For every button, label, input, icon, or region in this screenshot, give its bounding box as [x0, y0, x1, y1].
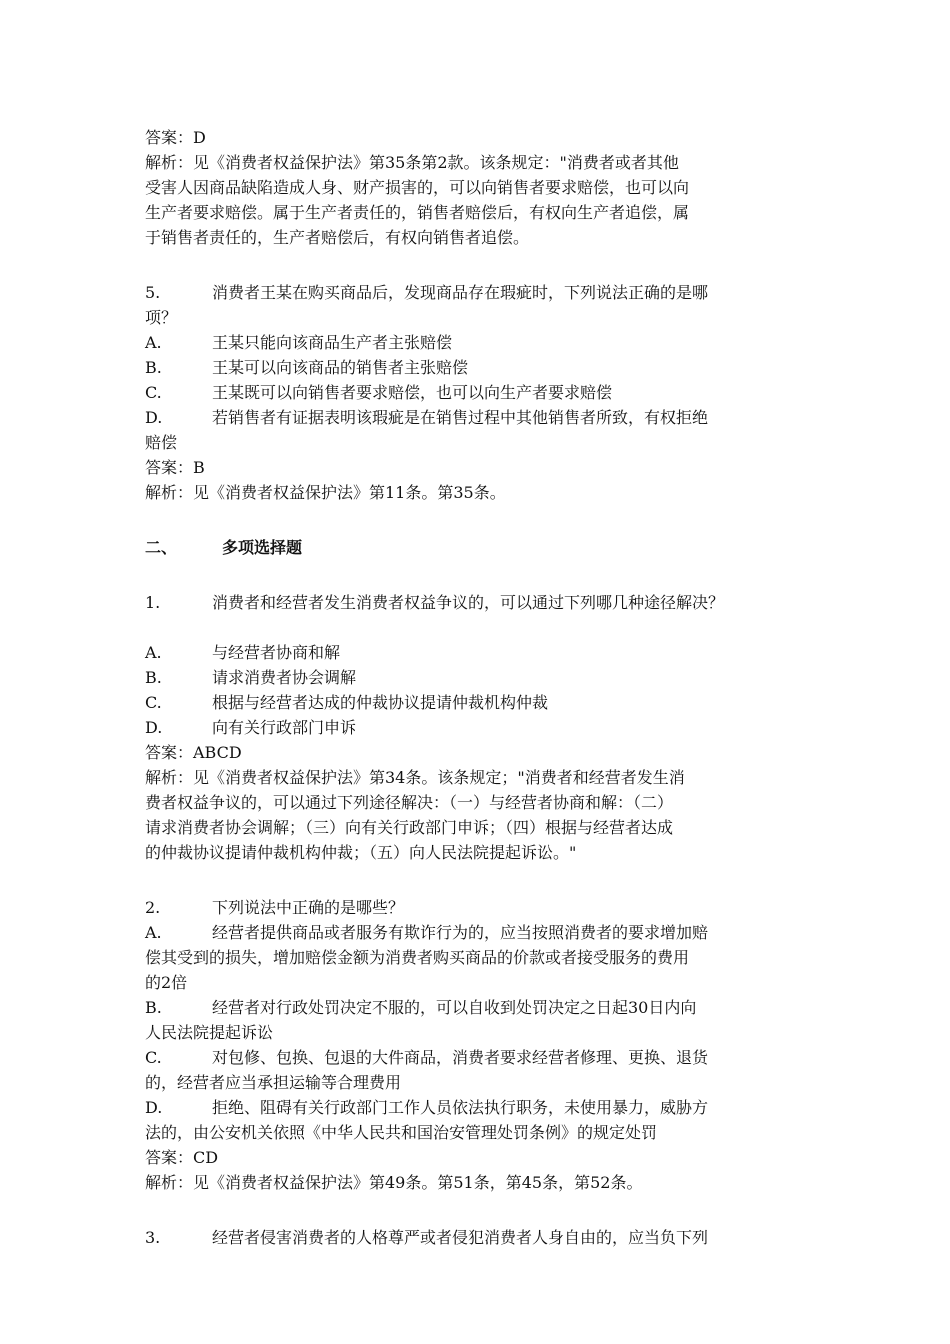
option-label: C.: [145, 383, 162, 402]
question-number: 1.: [145, 593, 161, 612]
question-5: [145, 280, 825, 305]
question-stem: 消费者和经营者发生消费者权益争议的，可以通过下列哪几种途径解决？: [212, 593, 725, 612]
option-b: [145, 995, 825, 1020]
question-m1: [145, 590, 825, 615]
option-text-cont: 法的，由公安机关依照《中华人民共和国治安管理处罚条例》的规定处罚: [145, 1123, 658, 1142]
option-text-cont: 赔偿: [145, 433, 178, 452]
option-label: D.: [145, 718, 163, 737]
section-title: 多项选择题: [222, 538, 303, 557]
answer-line: 答案：B: [145, 458, 205, 477]
question-stem-cont: 项？: [145, 308, 178, 327]
option-c: [145, 1045, 825, 1070]
question-stem: 经营者侵害消费者的人格尊严或者侵犯消费者人身自由的，应当负下列: [212, 1228, 709, 1247]
analysis-line: 生产者要求赔偿。属于生产者责任的，销售者赔偿后，有权向生产者追偿，属: [145, 203, 690, 222]
option-text: 王某可以向该商品的销售者主张赔偿: [212, 358, 469, 377]
option-label: B.: [145, 668, 162, 687]
answer-line: 答案：D: [145, 128, 206, 147]
option-c: [145, 380, 825, 405]
option-text: 若销售者有证据表明该瑕疵是在销售过程中其他销售者所致，有权拒绝: [212, 408, 709, 427]
option-label: A.: [145, 923, 162, 942]
option-text: 王某只能向该商品生产者主张赔偿: [212, 333, 453, 352]
option-text: 经营者对行政处罚决定不服的，可以自收到处罚决定之日起30日内向: [212, 998, 697, 1017]
option-a: [145, 920, 825, 945]
answer-line: 答案：CD: [145, 1148, 219, 1167]
question-m2: [145, 895, 825, 920]
analysis-line: 解析：见《消费者权益保护法》第11条。第35条。: [145, 483, 506, 502]
option-label: B.: [145, 358, 162, 377]
analysis-line: 解析：见《消费者权益保护法》第34条。该条规定；"消费者和经营者发生消: [145, 768, 685, 787]
option-label: D.: [145, 408, 163, 427]
option-label: C.: [145, 693, 162, 712]
question-m3: [145, 1225, 825, 1250]
section-number: 二、: [145, 538, 178, 557]
option-text: 向有关行政部门申诉: [212, 718, 357, 737]
option-text: 拒绝、阻碍有关行政部门工作人员依法执行职务，未使用暴力，威胁方: [212, 1098, 709, 1117]
analysis-line: 的仲裁协议提请仲裁机构仲裁；（五）向人民法院提起诉讼。": [145, 843, 577, 862]
option-text-cont: 人民法院提起诉讼: [145, 1023, 274, 1042]
option-d: [145, 1095, 825, 1120]
option-text: 对包修、包换、包退的大件商品，消费者要求经营者修理、更换、退货: [212, 1048, 709, 1067]
option-text-cont: 的2倍: [145, 973, 188, 992]
answer-line: 答案：ABCD: [145, 743, 242, 762]
question-stem: 下列说法中正确的是哪些？: [212, 898, 405, 917]
analysis-line: 受害人因商品缺陷造成人身、财产损害的，可以向销售者要求赔偿，也可以向: [145, 178, 690, 197]
option-b: [145, 665, 825, 690]
option-text-cont: 的，经营者应当承担运输等合理费用: [145, 1073, 402, 1092]
option-text: 与经营者协商和解: [212, 643, 341, 662]
option-c: [145, 690, 825, 715]
question-number: 5.: [145, 283, 161, 302]
question-stem: 消费者王某在购买商品后，发现商品存在瑕疵时，下列说法正确的是哪: [212, 283, 709, 302]
option-text: 根据与经营者达成的仲裁协议提请仲裁机构仲裁: [212, 693, 549, 712]
option-label: A.: [145, 333, 162, 352]
option-text: 经营者提供商品或者服务有欺诈行为的，应当按照消费者的要求增加赔: [212, 923, 709, 942]
analysis-line: 解析：见《消费者权益保护法》第49条。第51条，第45条，第52条。: [145, 1173, 643, 1192]
option-text-cont: 偿其受到的损失，增加赔偿金额为消费者购买商品的价款或者接受服务的费用: [145, 948, 690, 967]
option-d: [145, 405, 825, 430]
option-text: 请求消费者协会调解: [212, 668, 357, 687]
analysis-line: 请求消费者协会调解；（三）向有关行政部门申诉；（四）根据与经营者达成: [145, 818, 674, 837]
option-a: [145, 330, 825, 355]
option-label: B.: [145, 998, 162, 1017]
question-number: 2.: [145, 898, 161, 917]
option-label: A.: [145, 643, 162, 662]
option-b: [145, 355, 825, 380]
option-a: [145, 640, 825, 665]
question-number: 3.: [145, 1228, 161, 1247]
document-page: [145, 125, 825, 1250]
analysis-line: 解析：见《消费者权益保护法》第35条第2款。该条规定："消费者或者其他: [145, 153, 679, 172]
option-text: 王某既可以向销售者要求赔偿，也可以向生产者要求赔偿: [212, 383, 613, 402]
option-label: D.: [145, 1098, 163, 1117]
analysis-line: 于销售者责任的，生产者赔偿后，有权向销售者追偿。: [145, 228, 530, 247]
option-label: C.: [145, 1048, 162, 1067]
option-d: [145, 715, 825, 740]
analysis-line: 费者权益争议的，可以通过下列途径解决：（一）与经营者协商和解：（二）: [145, 793, 674, 812]
section-heading: [145, 535, 825, 560]
